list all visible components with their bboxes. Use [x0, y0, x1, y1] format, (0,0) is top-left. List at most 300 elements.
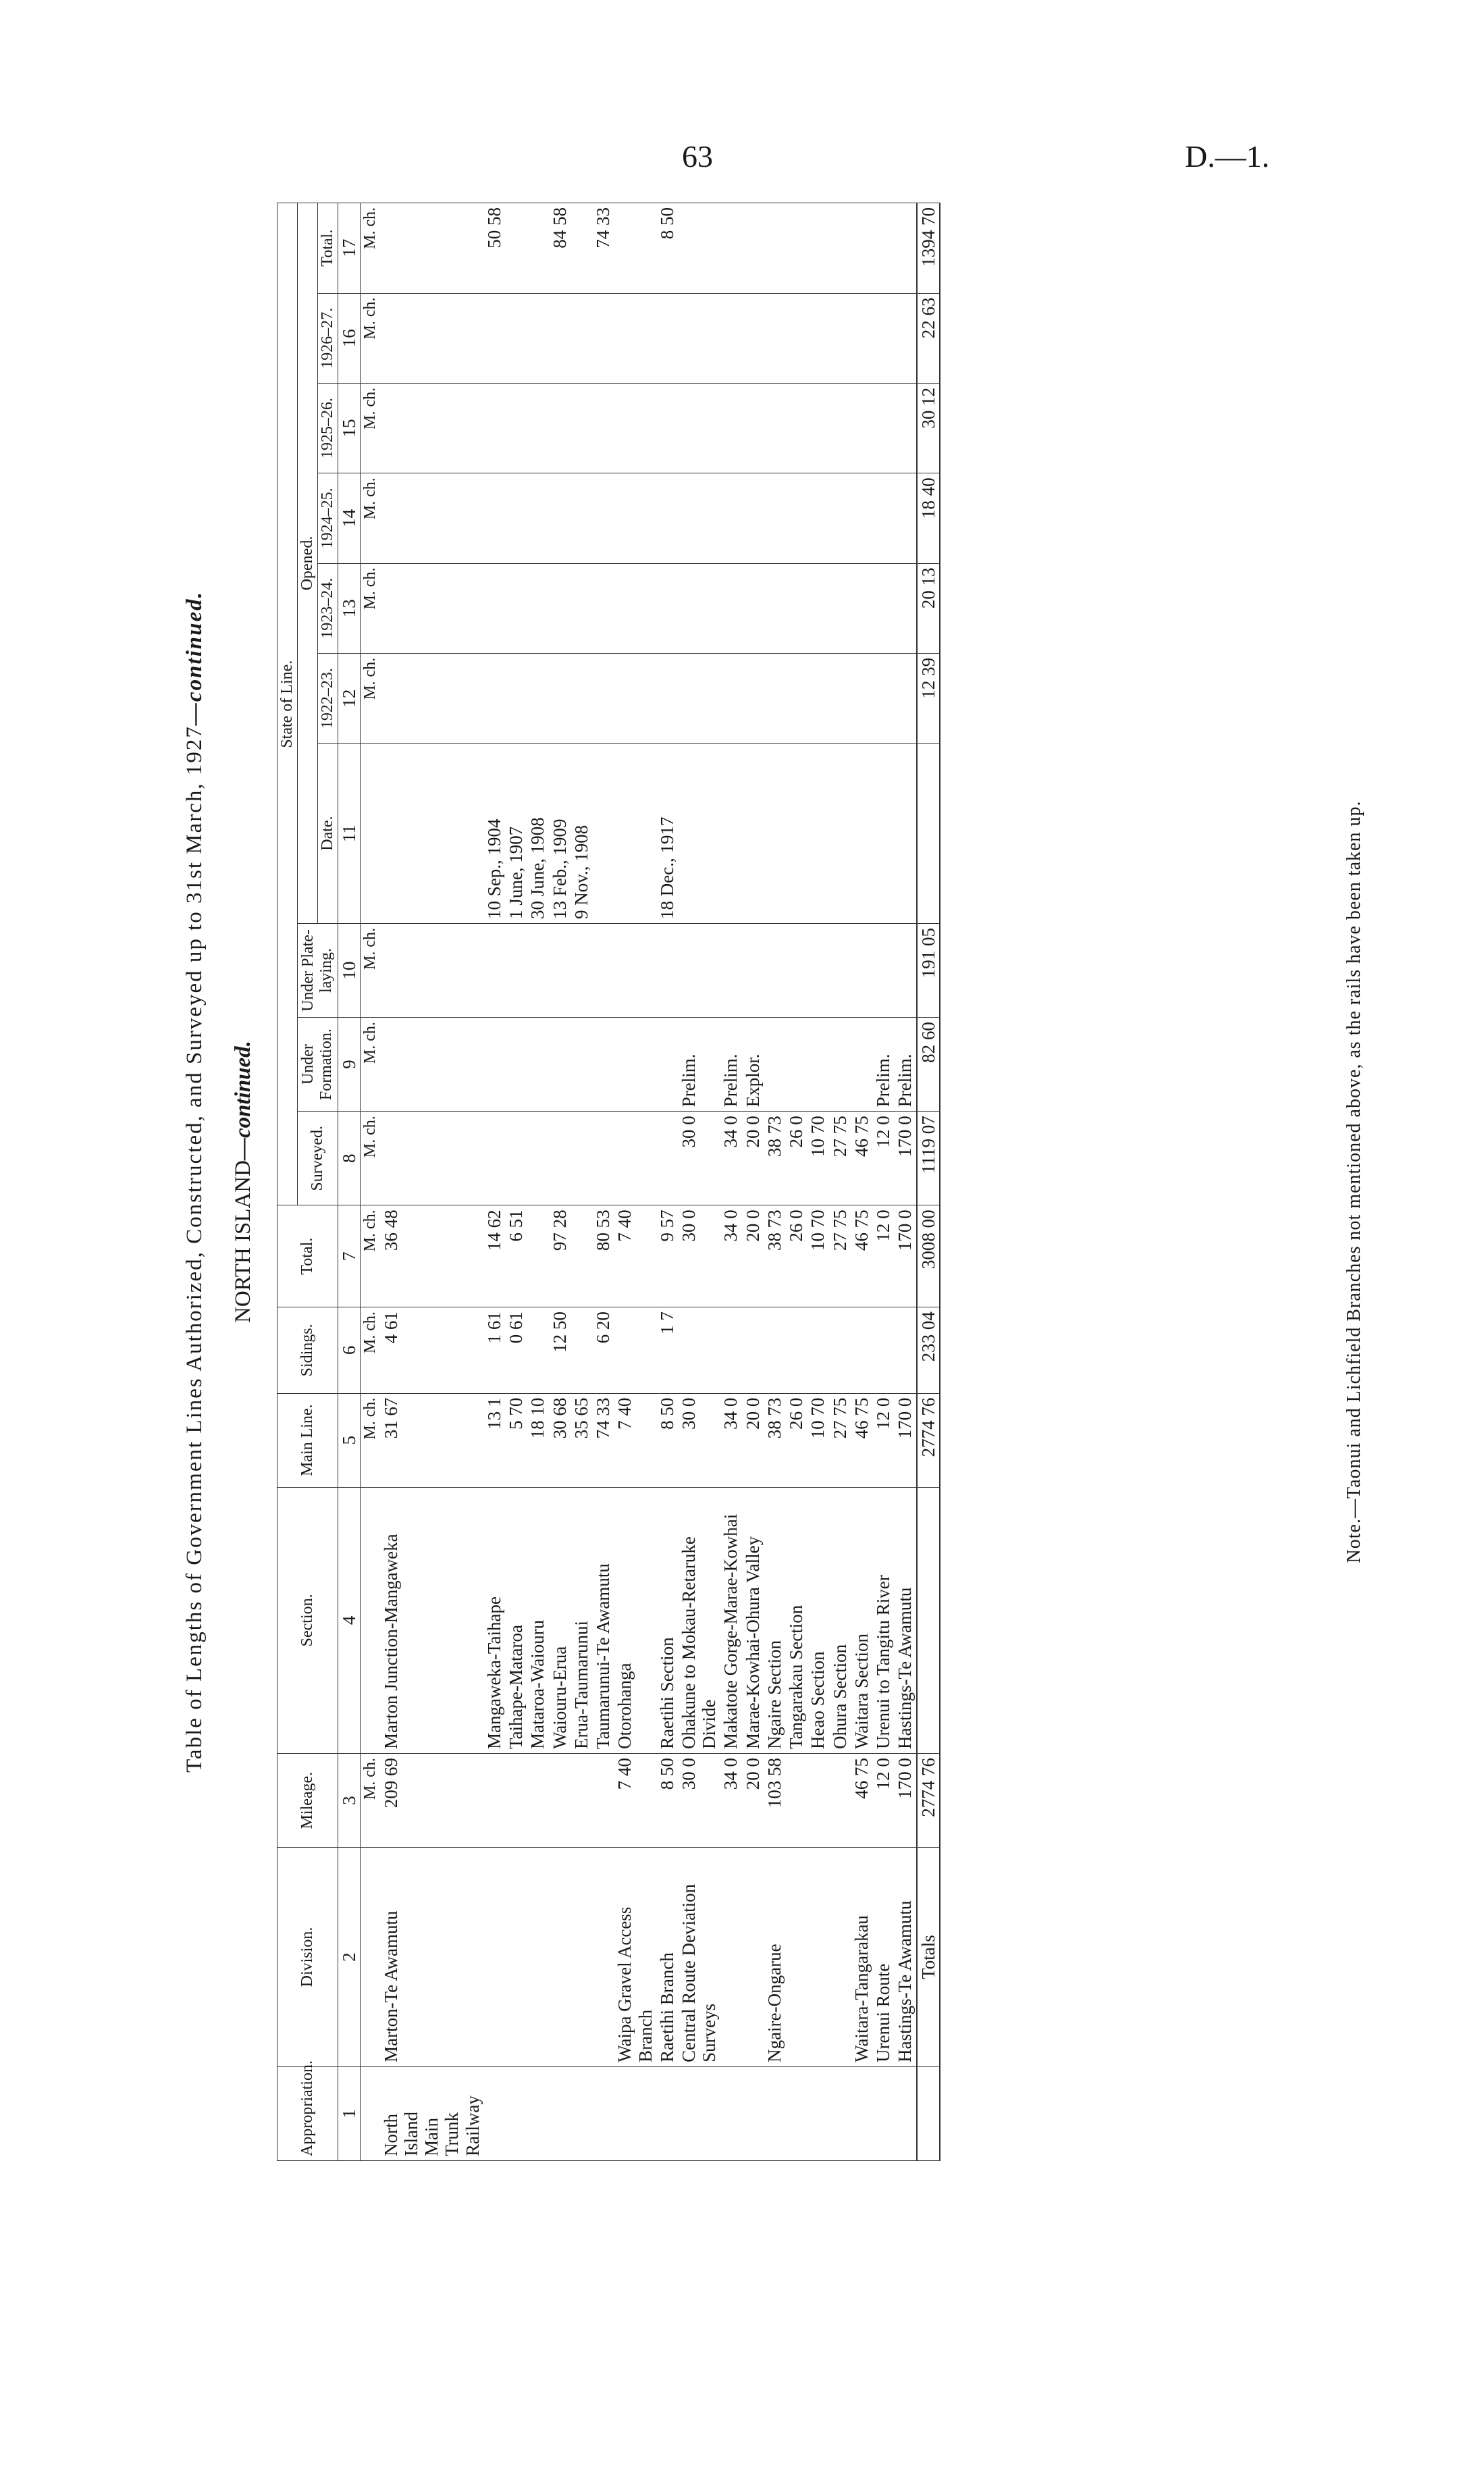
opened-1922-cell	[742, 653, 764, 743]
surveyed-cell: 10 70	[807, 1112, 828, 1205]
division-cell: Hastings-Te Awamutu	[894, 1848, 916, 2067]
total-cell: 10 70	[807, 1205, 828, 1307]
table-row	[807, 203, 828, 2161]
opened-1925-cell	[678, 383, 720, 473]
subtitle-suffix: —continued.	[231, 1041, 255, 1161]
surveyed-cell	[549, 1112, 571, 1205]
opened-1922-cell	[764, 653, 785, 743]
division-cell	[829, 1848, 851, 2067]
opened-1926-cell	[807, 293, 828, 383]
header-under-platelaying: Under Plate-laying.	[297, 923, 338, 1017]
mileage-cell	[505, 1754, 527, 1848]
table-body	[338, 203, 916, 2161]
under-formation-cell	[807, 1018, 828, 1112]
col-number: 9	[338, 1018, 360, 1112]
under-formation-cell	[829, 1018, 851, 1112]
total-cell: 6 51	[505, 1205, 527, 1307]
units-cell: M. ch.	[360, 563, 379, 653]
totals-main-line: 2774 76	[917, 1393, 940, 1487]
mileage-cell	[527, 1754, 548, 1848]
division-cell	[571, 1848, 592, 2067]
col-number: 3	[338, 1754, 360, 1848]
opened-1925-cell	[505, 383, 527, 473]
main-line-cell: 170 0	[894, 1393, 916, 1487]
main-line-cell: 46 75	[851, 1393, 872, 1487]
under-formation-cell	[614, 1018, 656, 1112]
surveyed-cell: 30 0	[678, 1112, 720, 1205]
under-formation-cell	[505, 1018, 527, 1112]
opened-total-cell: 50 58	[483, 203, 505, 294]
under-formation-cell: Prelim.	[678, 1018, 720, 1112]
appropriation-cell	[764, 2066, 785, 2160]
opened-1926-cell	[549, 293, 571, 383]
opened-total-cell	[829, 203, 851, 294]
sidings-cell: 4 61	[380, 1307, 483, 1394]
mileage-cell	[807, 1754, 828, 1848]
opened-1926-cell	[505, 293, 527, 383]
total-cell: 12 0	[872, 1205, 894, 1307]
units-cell: M. ch.	[360, 1112, 379, 1205]
opened-1923-cell	[742, 563, 764, 653]
opened-1925-cell	[851, 383, 872, 473]
appropriation-cell	[851, 2066, 872, 2160]
units-cell: M. ch.	[360, 1393, 379, 1487]
sidings-cell	[785, 1307, 807, 1394]
opened-1923-cell	[380, 563, 483, 653]
main-line-cell: 10 70	[807, 1393, 828, 1487]
sidings-cell: 1 61	[483, 1307, 505, 1394]
section-cell: Tangarakau Section	[785, 1487, 807, 1753]
under-formation-cell: Prelim.	[872, 1018, 894, 1112]
total-cell	[571, 1205, 592, 1307]
date-opened-cell: 13 Feb., 1909	[549, 744, 571, 924]
opened-total-cell	[807, 203, 828, 294]
table-title	[182, 203, 207, 2161]
header-total: Total.	[277, 1205, 338, 1307]
surveyed-cell: 26 0	[785, 1112, 807, 1205]
total-cell: 27 75	[829, 1205, 851, 1307]
surveyed-cell: 170 0	[894, 1112, 916, 1205]
appropriation-cell: North Island Main Trunk Railway	[380, 2066, 483, 2160]
section-cell: Waiouru-Erua	[549, 1487, 571, 1753]
mileage-cell: 170 0	[894, 1754, 916, 1848]
opened-1925-cell	[614, 383, 656, 473]
col-number: 10	[338, 923, 360, 1017]
col-number: 1	[338, 2066, 360, 2160]
surveyed-cell	[380, 1112, 483, 1205]
opened-1924-cell	[549, 473, 571, 563]
totals-cell	[917, 744, 940, 924]
appropriation-cell	[505, 2066, 527, 2160]
under-formation-cell	[483, 1018, 505, 1112]
under-formation-cell: Prelim.	[720, 1018, 741, 1112]
totals-1922: 12 39	[917, 653, 940, 743]
opened-1926-cell	[614, 293, 656, 383]
units-cell: M. ch.	[360, 923, 379, 1017]
units-cell: M. ch.	[360, 1205, 379, 1307]
appropriation-cell	[829, 2066, 851, 2160]
surveyed-cell: 12 0	[872, 1112, 894, 1205]
col-number: 11	[338, 744, 360, 924]
header-division: Division.	[277, 1848, 338, 2067]
under-platelaying-cell	[764, 923, 785, 1017]
col-number: 5	[338, 1393, 360, 1487]
opened-total-cell	[742, 203, 764, 294]
section-cell: Marae-Kowhai-Ohura Valley	[742, 1487, 764, 1753]
total-cell: 80 53	[592, 1205, 614, 1307]
division-cell	[483, 1848, 505, 2067]
opened-1926-cell	[656, 293, 678, 383]
header-surveyed: Surveyed.	[297, 1112, 338, 1205]
totals-label: Totals	[917, 1848, 940, 2067]
section-cell: Raetihi Section	[656, 1487, 678, 1753]
opened-1922-cell	[785, 653, 807, 743]
total-cell: 170 0	[894, 1205, 916, 1307]
appropriation-cell	[549, 2066, 571, 2160]
section-cell: Taumarunui-Te Awamutu	[592, 1487, 614, 1753]
total-cell: 34 0	[720, 1205, 741, 1307]
appropriation-cell	[614, 2066, 656, 2160]
opened-1926-cell	[720, 293, 741, 383]
units-cell: M. ch.	[360, 473, 379, 563]
header-1924: 1924–25.	[317, 473, 338, 563]
units-cell: M. ch.	[360, 653, 379, 743]
section-cell: Urenui to Tangitu River	[872, 1487, 894, 1753]
totals-mileage: 2774 76	[917, 1754, 940, 1848]
sidings-cell	[720, 1307, 741, 1394]
opened-1925-cell	[720, 383, 741, 473]
table-row	[483, 203, 505, 2161]
appropriation-cell	[742, 2066, 764, 2160]
under-platelaying-cell	[785, 923, 807, 1017]
totals-total: 3008 00	[917, 1205, 940, 1307]
opened-1925-cell	[872, 383, 894, 473]
under-platelaying-cell	[592, 923, 614, 1017]
opened-1926-cell	[764, 293, 785, 383]
total-cell	[527, 1205, 548, 1307]
division-cell	[505, 1848, 527, 2067]
division-cell: Central Route Deviation Surveys	[678, 1848, 720, 2067]
header-opened-total: Total.	[317, 203, 338, 294]
opened-1926-cell	[527, 293, 548, 383]
opened-1922-cell	[851, 653, 872, 743]
date-opened-cell: 9 Nov., 1908	[571, 744, 592, 924]
division-cell: Waitara-Tangarakau	[851, 1848, 872, 2067]
section-cell: Erua-Taumarunui	[571, 1487, 592, 1753]
under-platelaying-cell	[851, 923, 872, 1017]
date-opened-cell	[764, 744, 785, 924]
division-cell	[549, 1848, 571, 2067]
table-row	[592, 203, 614, 2161]
table-row	[656, 203, 678, 2161]
opened-1922-cell	[807, 653, 828, 743]
under-formation-cell: Prelim.	[894, 1018, 916, 1112]
sidings-cell	[614, 1307, 656, 1394]
opened-1923-cell	[829, 563, 851, 653]
table-row	[764, 203, 785, 2161]
surveyed-cell	[505, 1112, 527, 1205]
appropriation-cell	[592, 2066, 614, 2160]
opened-1923-cell	[720, 563, 741, 653]
header-appropriation: Appropriation.	[277, 2066, 338, 2160]
opened-1925-cell	[656, 383, 678, 473]
main-line-cell: 35 65	[571, 1393, 592, 1487]
table-row	[785, 203, 807, 2161]
under-platelaying-cell	[720, 923, 741, 1017]
appropriation-cell	[527, 2066, 548, 2160]
col-number: 16	[338, 293, 360, 383]
division-cell	[742, 1848, 764, 2067]
total-cell: 26 0	[785, 1205, 807, 1307]
col-number: 14	[338, 473, 360, 563]
mileage-cell: 12 0	[872, 1754, 894, 1848]
opened-1926-cell	[851, 293, 872, 383]
mileage-cell	[571, 1754, 592, 1848]
opened-1924-cell	[764, 473, 785, 563]
division-cell	[785, 1848, 807, 2067]
opened-1926-cell	[483, 293, 505, 383]
title-suffix: —continued.	[182, 591, 207, 726]
date-opened-cell: 30 June, 1908	[527, 744, 548, 924]
under-platelaying-cell	[614, 923, 656, 1017]
date-opened-cell: 10 Sep., 1904	[483, 744, 505, 924]
section-cell: Hastings-Te Awamutu	[894, 1487, 916, 1753]
opened-1926-cell	[592, 293, 614, 383]
mileage-cell: 7 40	[614, 1754, 656, 1848]
opened-1924-cell	[614, 473, 656, 563]
header-section: Section.	[277, 1487, 338, 1753]
totals-row	[917, 203, 940, 2161]
opened-1924-cell	[720, 473, 741, 563]
mileage-cell	[829, 1754, 851, 1848]
main-line-cell: 7 40	[614, 1393, 656, 1487]
opened-1925-cell	[592, 383, 614, 473]
under-formation-cell	[592, 1018, 614, 1112]
surveyed-cell: 46 75	[851, 1112, 872, 1205]
title-text: Table of Lengths of Government Lines Authorized, Constructed, and Surveyed up to 31st March, 1927	[182, 725, 207, 1773]
header-state-of-line: State of Line.	[277, 203, 298, 1205]
date-opened-cell	[742, 744, 764, 924]
opened-1924-cell	[894, 473, 916, 563]
opened-1925-cell	[742, 383, 764, 473]
col-number: 2	[338, 1848, 360, 2067]
surveyed-cell	[527, 1112, 548, 1205]
surveyed-cell	[592, 1112, 614, 1205]
opened-1922-cell	[894, 653, 916, 743]
opened-1923-cell	[527, 563, 548, 653]
opened-1923-cell	[785, 563, 807, 653]
date-opened-cell	[807, 744, 828, 924]
opened-1922-cell	[380, 653, 483, 743]
sidings-cell	[851, 1307, 872, 1394]
header-main-line: Main Line.	[277, 1393, 338, 1487]
surveyed-cell: 38 73	[764, 1112, 785, 1205]
opened-1924-cell	[571, 473, 592, 563]
opened-1925-cell	[785, 383, 807, 473]
section-cell: Makatote Gorge-Marae-Kowhai	[720, 1487, 741, 1753]
opened-total-cell	[872, 203, 894, 294]
opened-1923-cell	[851, 563, 872, 653]
division-cell	[720, 1848, 741, 2067]
surveyed-cell: 27 75	[829, 1112, 851, 1205]
header-1922: 1922–23.	[317, 653, 338, 743]
mileage-cell	[549, 1754, 571, 1848]
opened-1924-cell	[380, 473, 483, 563]
opened-1926-cell	[894, 293, 916, 383]
main-line-cell: 18 10	[527, 1393, 548, 1487]
opened-1923-cell	[571, 563, 592, 653]
col-number: 7	[338, 1205, 360, 1307]
opened-1922-cell	[829, 653, 851, 743]
total-cell: 7 40	[614, 1205, 656, 1307]
opened-1924-cell	[851, 473, 872, 563]
opened-1922-cell	[656, 653, 678, 743]
opened-1922-cell	[527, 653, 548, 743]
opened-1924-cell	[656, 473, 678, 563]
total-cell: 46 75	[851, 1205, 872, 1307]
section-cell: Otorohanga	[614, 1487, 656, 1753]
appropriation-cell	[571, 2066, 592, 2160]
opened-1923-cell	[549, 563, 571, 653]
surveyed-cell: 34 0	[720, 1112, 741, 1205]
division-cell: Urenui Route	[872, 1848, 894, 2067]
opened-1923-cell	[894, 563, 916, 653]
sidings-cell	[894, 1307, 916, 1394]
col-number: 12	[338, 653, 360, 743]
main-line-cell: 38 73	[764, 1393, 785, 1487]
under-formation-cell	[656, 1018, 678, 1112]
section-cell: Mataroa-Waiouru	[527, 1487, 548, 1753]
opened-1925-cell	[380, 383, 483, 473]
table-row	[720, 203, 741, 2161]
total-cell: 97 28	[549, 1205, 571, 1307]
table-row	[380, 203, 483, 2161]
header-sidings: Sidings.	[277, 1307, 338, 1394]
mileage-cell: 20 0	[742, 1754, 764, 1848]
section-cell: Heao Section	[807, 1487, 828, 1753]
units-cell: M. ch.	[360, 1754, 379, 1848]
opened-total-cell	[614, 203, 656, 294]
sidings-cell	[807, 1307, 828, 1394]
table-row	[527, 203, 548, 2161]
opened-1925-cell	[527, 383, 548, 473]
sidings-cell	[764, 1307, 785, 1394]
total-cell: 36 48	[380, 1205, 483, 1307]
units-cell: M. ch.	[360, 1018, 379, 1112]
table-row	[742, 203, 764, 2161]
main-line-cell: 12 0	[872, 1393, 894, 1487]
page-code: D.—1.	[1185, 139, 1270, 174]
appropriation-cell	[720, 2066, 741, 2160]
opened-1922-cell	[505, 653, 527, 743]
division-cell: Ngaire-Ongarue	[764, 1848, 785, 2067]
opened-1926-cell	[380, 293, 483, 383]
appropriation-cell	[483, 2066, 505, 2160]
main-line-cell: 30 68	[549, 1393, 571, 1487]
under-platelaying-cell	[872, 923, 894, 1017]
surveyed-cell	[614, 1112, 656, 1205]
under-formation-cell	[785, 1018, 807, 1112]
section-cell: Mangaweka-Taihape	[483, 1487, 505, 1753]
header-1923: 1923–24.	[317, 563, 338, 653]
table-row	[614, 203, 656, 2161]
units-cell	[360, 744, 379, 924]
opened-1922-cell	[678, 653, 720, 743]
section-cell: Ohakune to Mokau-Retaruke Divide	[678, 1487, 720, 1753]
units-cell: M. ch.	[360, 203, 379, 294]
main-line-cell: 34 0	[720, 1393, 741, 1487]
opened-1924-cell	[742, 473, 764, 563]
section-cell: Taihape-Mataroa	[505, 1487, 527, 1753]
date-opened-cell	[380, 744, 483, 924]
under-formation-cell	[851, 1018, 872, 1112]
under-platelaying-cell	[678, 923, 720, 1017]
opened-total-cell	[678, 203, 720, 294]
total-cell: 38 73	[764, 1205, 785, 1307]
opened-1923-cell	[872, 563, 894, 653]
mileage-cell: 34 0	[720, 1754, 741, 1848]
header-1926: 1926–27.	[317, 293, 338, 383]
division-cell: Raetihi Branch	[656, 1848, 678, 2067]
total-cell: 20 0	[742, 1205, 764, 1307]
opened-1922-cell	[872, 653, 894, 743]
col-number: 6	[338, 1307, 360, 1394]
sidings-cell	[527, 1307, 548, 1394]
under-platelaying-cell	[527, 923, 548, 1017]
mileage-cell: 8 50	[656, 1754, 678, 1848]
under-platelaying-cell	[742, 923, 764, 1017]
surveyed-cell	[656, 1112, 678, 1205]
opened-total-cell: 8 50	[656, 203, 678, 294]
totals-1926: 22 63	[917, 293, 940, 383]
table-subtitle	[231, 203, 256, 2161]
under-platelaying-cell	[505, 923, 527, 1017]
header-opened: Opened.	[297, 203, 317, 924]
appropriation-cell	[807, 2066, 828, 2160]
page-number: 63	[682, 139, 713, 174]
units-cell	[360, 2066, 379, 2160]
lengths-table	[277, 203, 940, 2161]
table-row	[894, 203, 916, 2161]
opened-1925-cell	[764, 383, 785, 473]
opened-1924-cell	[483, 473, 505, 563]
appropriation-cell	[785, 2066, 807, 2160]
under-platelaying-cell	[380, 923, 483, 1017]
opened-1926-cell	[872, 293, 894, 383]
opened-1924-cell	[872, 473, 894, 563]
main-line-cell: 27 75	[829, 1393, 851, 1487]
opened-1925-cell	[483, 383, 505, 473]
total-cell: 30 0	[678, 1205, 720, 1307]
total-cell: 9 57	[656, 1205, 678, 1307]
totals-cell	[917, 2066, 940, 2160]
col-number: 4	[338, 1487, 360, 1753]
totals-opened-total: 1394 70	[917, 203, 940, 294]
table-row	[851, 203, 872, 2161]
under-formation-cell	[549, 1018, 571, 1112]
main-line-cell: 31 67	[380, 1393, 483, 1487]
totals-surveyed: 1119 07	[917, 1112, 940, 1205]
totals-1924: 18 40	[917, 473, 940, 563]
date-opened-cell: 18 Dec., 1917	[656, 744, 678, 924]
date-opened-cell: 1 June, 1907	[505, 744, 527, 924]
section-cell: Waitara Section	[851, 1487, 872, 1753]
under-platelaying-cell	[571, 923, 592, 1017]
table-row	[872, 203, 894, 2161]
mileage-cell	[785, 1754, 807, 1848]
opened-1925-cell	[549, 383, 571, 473]
header-date: Date.	[317, 744, 338, 924]
